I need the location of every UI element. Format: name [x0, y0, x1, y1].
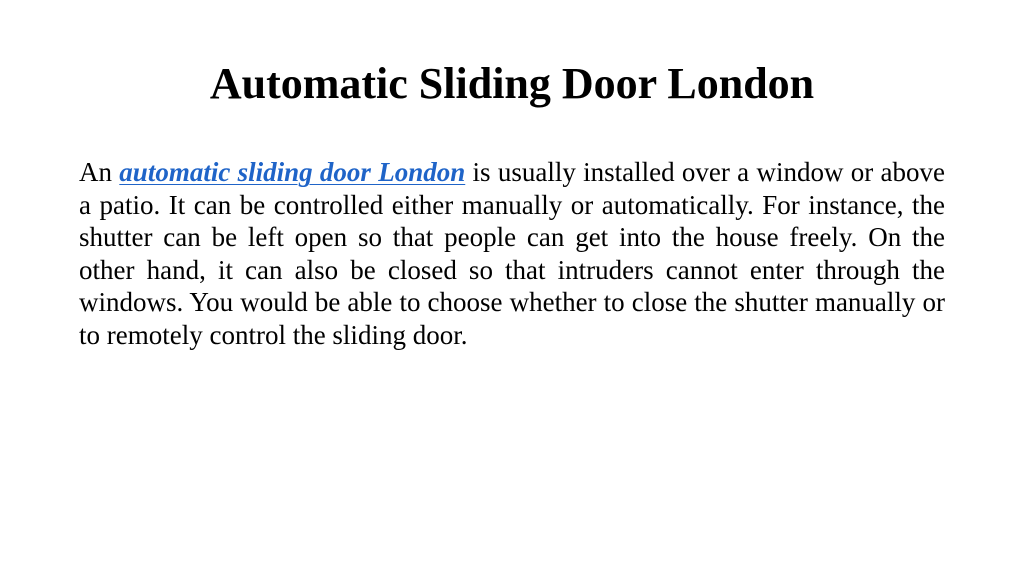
body-paragraph	[79, 156, 945, 351]
page-title: Automatic Sliding Door London	[209, 59, 815, 108]
paragraph-prefix: An	[79, 157, 120, 187]
paragraph-text: is usually installed over a window or above a patio. It can be controlled either manually or automatically. For instance, the shutter can be left open so that people can get into the house freely. On the other hand, it can also be closed so that intruders cannot enter through the windows. You would be able to choose whether to close the shutter manually or to remotely control the sliding door.	[79, 157, 945, 350]
automatic-sliding-door-link[interactable]: automatic sliding door London	[119, 157, 466, 187]
